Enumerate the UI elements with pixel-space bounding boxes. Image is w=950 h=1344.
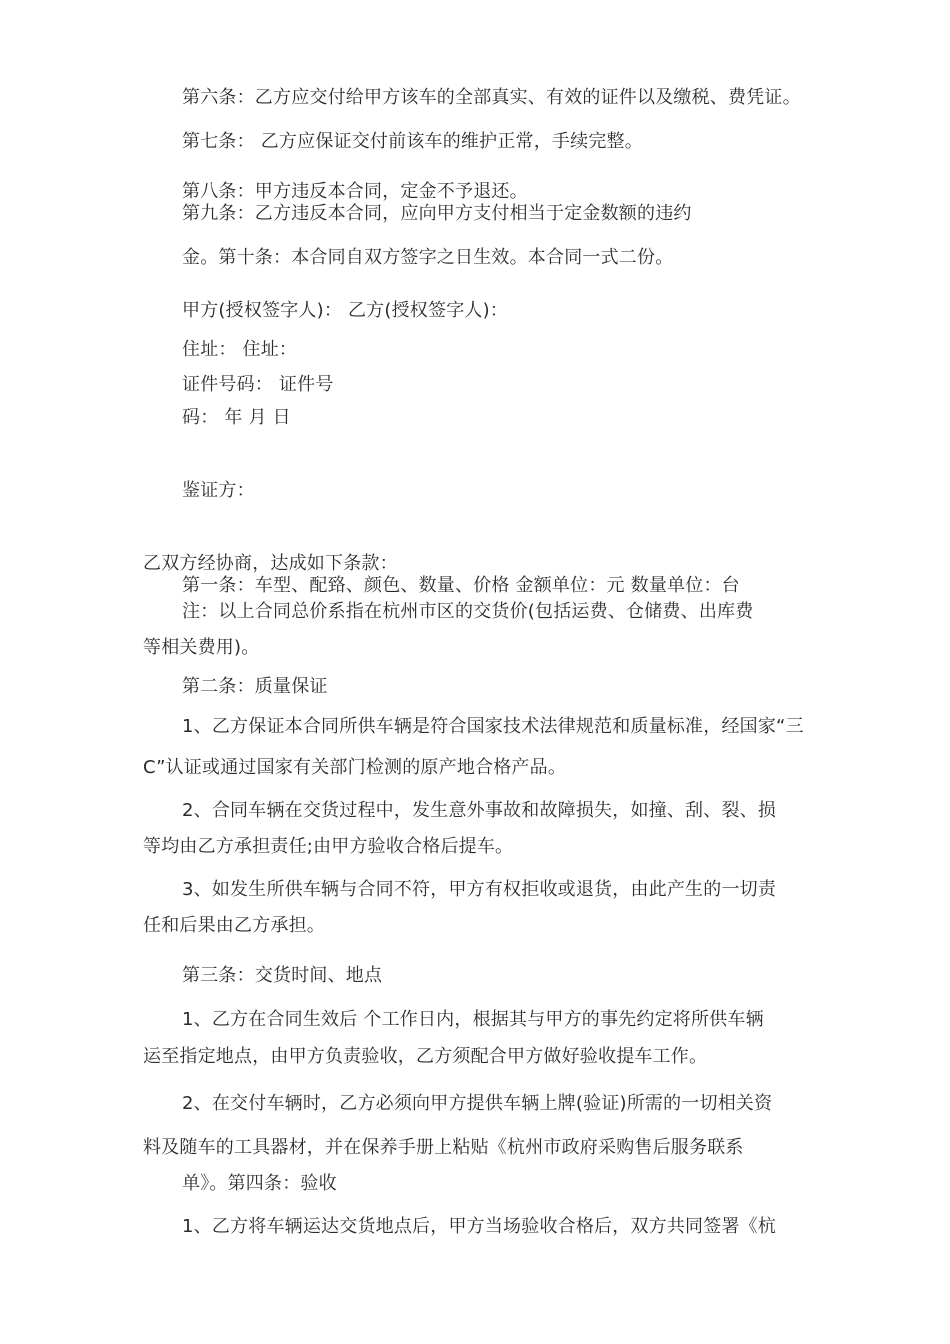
clause-2-item-3-cont: 任和后果由乙方承担。 [143, 915, 325, 936]
clause-6: 第六条：乙方应交付给甲方该车的全部真实、有效的证件以及缴税、费凭证。 [182, 87, 801, 108]
clause-10: 金。第十条：本合同自双方签字之日生效。本合同一式二份。 [182, 247, 674, 268]
clause-8: 第八条：甲方违反本合同，定金不予退还。 [182, 181, 528, 202]
address-line: 住址： 住址： [182, 339, 298, 360]
clause-2-item-1-cont: C”认证或通过国家有关部门检测的原产地合格产品。 [143, 757, 567, 778]
clause-3-item-1-cont: 运至指定地点，由甲方负责验收，乙方须配合甲方做好验收提车工作。 [143, 1046, 708, 1067]
clause-1: 第一条：车型、配臵、颜色、数量、价格 金额单位：元 数量单位：台 [182, 575, 740, 596]
note-line-cont: 等相关费用)。 [143, 637, 260, 658]
signatories: 甲方(授权签字人)： 乙方(授权签字人)： [182, 300, 509, 321]
witness-line: 鉴证方： [182, 480, 255, 501]
clause-2-item-2: 2、合同车辆在交货过程中，发生意外事故和故障损失，如撞、刮、裂、损 [182, 800, 777, 821]
note-line: 注：以上合同总价系指在杭州市区的交货价(包括运费、仓储费、出库费 [182, 601, 754, 622]
clause-4-item-1: 1、乙方将车辆运达交货地点后，甲方当场验收合格后，双方共同签署《杭 [182, 1216, 777, 1237]
clause-9: 第九条：乙方违反本合同，应向甲方支付相当于定金数额的违约 [182, 203, 692, 224]
clause-7: 第七条： 乙方应保证交付前该车的维护正常，手续完整。 [182, 131, 643, 152]
clause-2-item-3: 3、如发生所供车辆与合同不符，甲方有权拒收或退货，由此产生的一切责 [182, 879, 777, 900]
clause-3-item-2-cont: 料及随车的工具器材，并在保养手册上粘贴《杭州市政府采购售后服务联系 [143, 1137, 744, 1158]
clause-2-item-2-cont: 等均由乙方承担责任;由甲方验收合格后提车。 [143, 836, 514, 857]
id-number-line: 证件号码： 证件号 [182, 374, 334, 395]
clause-3-heading: 第三条：交货时间、地点 [182, 965, 383, 986]
clause-4-heading: 单》。第四条：验收 [182, 1173, 337, 1194]
clause-2-heading: 第二条：质量保证 [182, 676, 328, 697]
clause-3-item-1: 1、乙方在合同生效后 个工作日内，根据其与甲方的事先约定将所供车辆 [182, 1009, 764, 1030]
agreement-intro: 乙双方经协商，达成如下条款： [143, 553, 398, 574]
clause-3-item-2: 2、在交付车辆时，乙方必须向甲方提供车辆上牌(验证)所需的一切相关资 [182, 1093, 773, 1114]
date-line: 码： 年 月 日 [182, 407, 291, 428]
clause-2-item-1: 1、乙方保证本合同所供车辆是符合国家技术法律规范和质量标准，经国家“三 [182, 716, 804, 737]
